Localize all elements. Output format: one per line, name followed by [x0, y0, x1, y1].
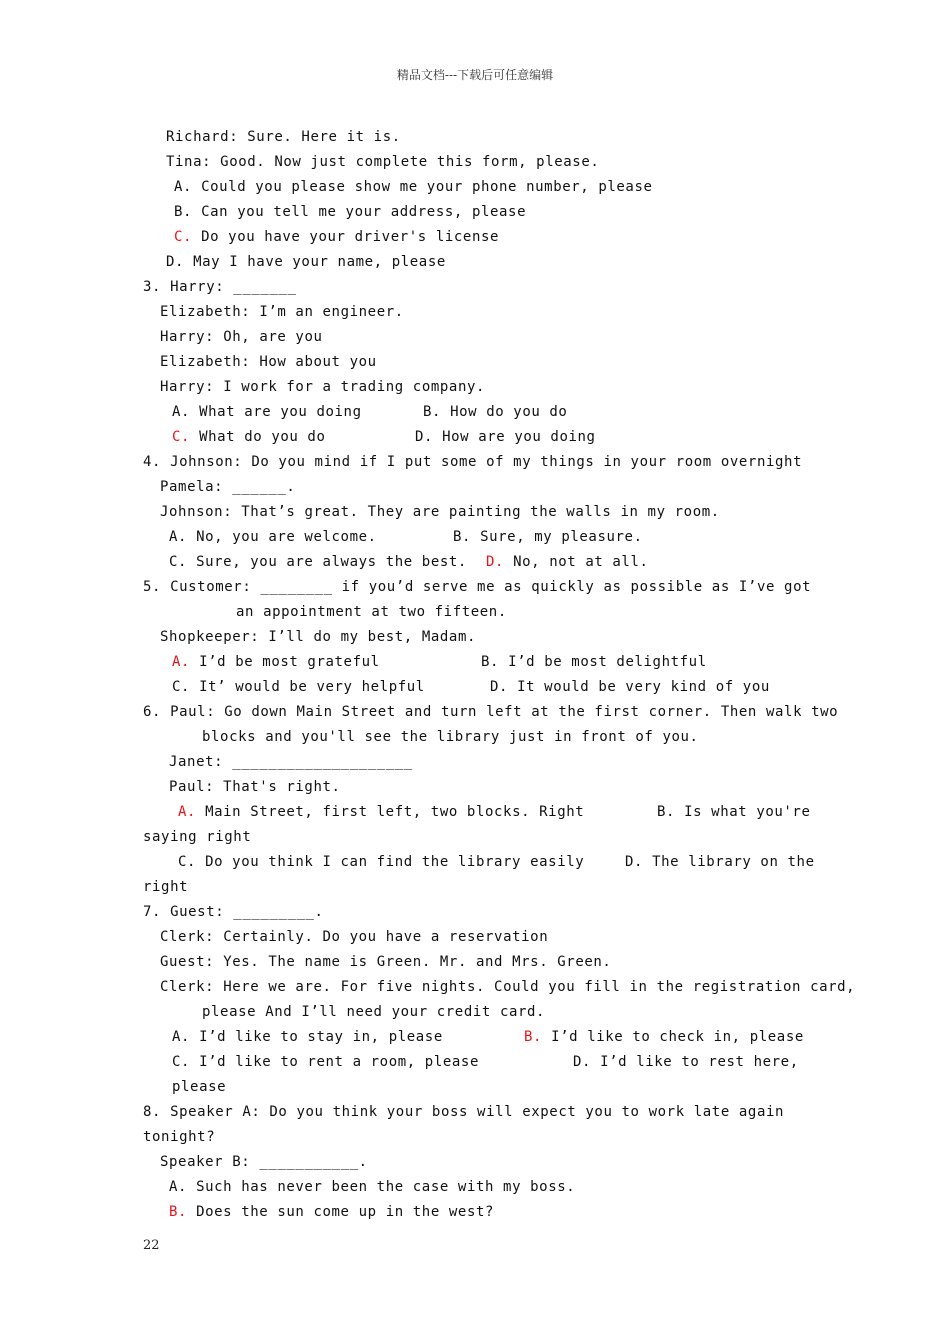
option-d-answer [486, 553, 649, 571]
dialogue-line: Janet: ____________________ [169, 754, 413, 770]
answer-mark: C. [174, 229, 193, 245]
question-continuation: tonight? [143, 1129, 216, 1145]
dialogue-line: Speaker B: ___________. [160, 1154, 368, 1170]
question-7: 7. Guest: _________. [143, 904, 324, 920]
option-d: D. May I have your name, please [166, 254, 446, 270]
dialogue-line: Richard: Sure. Here it is. [166, 129, 401, 145]
question-continuation: an appointment at two fifteen. [236, 604, 507, 620]
dialogue-line: Guest: Yes. The name is Green. Mr. and Mrs. Green. [160, 954, 612, 970]
option-text: Does the sun come up in the west? [187, 1204, 495, 1220]
dialogue-line: Johnson: That’s great. They are painting the walls in my room. [160, 504, 720, 520]
question-6: 6. Paul: Go down Main Street and turn left at the first corner. Then walk two [143, 704, 839, 720]
option-b: B. Can you tell me your address, please [174, 204, 527, 220]
answer-mark: D. [486, 554, 505, 570]
page-number: 22 [143, 1238, 160, 1253]
question-5: 5. Customer: ________ if you’d serve me as quickly as possible as I’ve got [143, 579, 812, 595]
option-d: D. How are you doing [415, 429, 596, 445]
option-a: A. I’d like to stay in, please [172, 1029, 443, 1045]
answer-mark: A. [172, 654, 191, 670]
option-c: C. Sure, you are always the best. [169, 554, 467, 570]
dialogue-line: Elizabeth: I’m an engineer. [160, 304, 404, 320]
option-a: A. Such has never been the case with my boss. [169, 1179, 576, 1195]
option-text: No, not at all. [504, 554, 649, 570]
option-a: A. No, you are welcome. [169, 529, 377, 545]
option-c: C. I’d like to rent a room, please [172, 1054, 479, 1070]
option-a-answer [178, 803, 584, 821]
answer-mark: C. [172, 429, 191, 445]
answer-mark: A. [178, 804, 197, 820]
answer-mark: B. [169, 1204, 188, 1220]
option-c: C. Do you think I can find the library easily [178, 854, 585, 870]
option-d: D. I’d like to rest here, [573, 1054, 799, 1070]
dialogue-line: Pamela: ______. [160, 479, 296, 495]
question-3: 3. Harry: _______ [143, 279, 297, 295]
question-continuation: blocks and you'll see the library just in front of you. [202, 729, 699, 745]
dialogue-continuation: please And I’ll need your credit card. [202, 1004, 546, 1020]
option-d: D. The library on the [625, 854, 815, 870]
option-b-answer [169, 1203, 494, 1221]
dialogue-line: Paul: That's right. [169, 779, 341, 795]
dialogue-line: Clerk: Certainly. Do you have a reservation [160, 929, 549, 945]
option-b-answer [524, 1028, 804, 1046]
option-text: Do you have your driver's license [192, 229, 500, 245]
option-continuation: please [172, 1079, 227, 1095]
answer-mark: B. [524, 1029, 543, 1045]
option-text: Main Street, first left, two blocks. Right [196, 804, 585, 820]
option-b: B. Is what you're [657, 804, 811, 820]
option-c-answer [172, 428, 326, 446]
option-b: B. I’d be most delightful [481, 654, 707, 670]
option-a: A. What are you doing [172, 404, 362, 420]
question-4: 4. Johnson: Do you mind if I put some of my things in your room overnight [143, 454, 803, 470]
option-b: B. Sure, my pleasure. [453, 529, 643, 545]
option-d: D. It would be very kind of you [490, 679, 770, 695]
page-header: 精品文档---下载后可任意编辑 [396, 68, 554, 82]
option-continuation: right [143, 879, 189, 895]
dialogue-line: Harry: I work for a trading company. [160, 379, 486, 395]
option-continuation: saying right [143, 829, 252, 845]
option-a: A. Could you please show me your phone number, please [174, 179, 653, 195]
dialogue-line: Clerk: Here we are. For five nights. Could you fill in the registration card, [160, 979, 856, 995]
option-c: C. It’ would be very helpful [172, 679, 425, 695]
dialogue-line: Tina: Good. Now just complete this form, please. [166, 154, 600, 170]
dialogue-line: Harry: Oh, are you [160, 329, 323, 345]
option-text: What do you do [190, 429, 326, 445]
option-text: I’d like to check in, please [542, 1029, 804, 1045]
option-a-answer [172, 653, 380, 671]
question-8: 8. Speaker A: Do you think your boss will expect you to work late again [143, 1104, 785, 1120]
dialogue-line: Elizabeth: How about you [160, 354, 377, 370]
option-c-answer [174, 228, 499, 246]
dialogue-line: Shopkeeper: I’ll do my best, Madam. [160, 629, 477, 645]
option-text: I’d be most grateful [190, 654, 380, 670]
option-b: B. How do you do [423, 404, 568, 420]
